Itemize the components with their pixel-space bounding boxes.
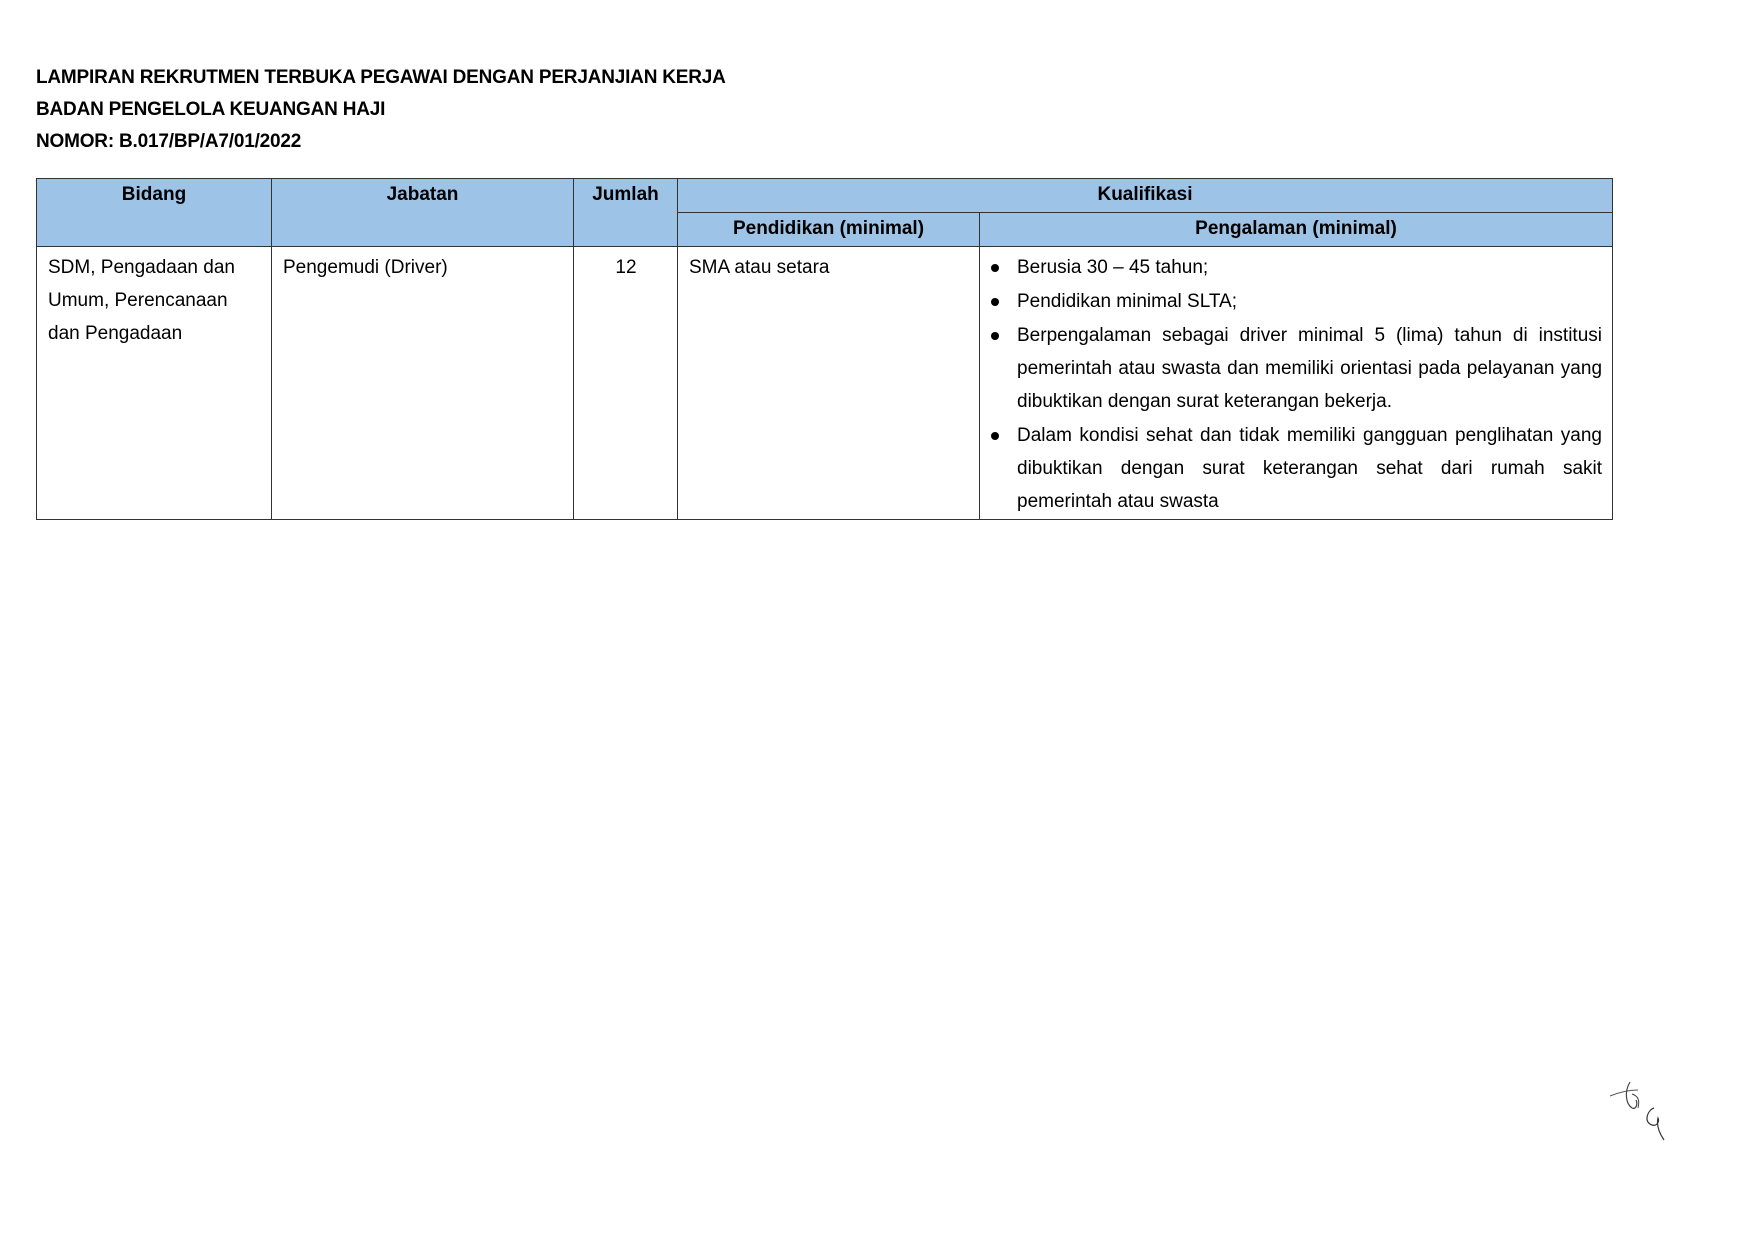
requirement-text: Pendidikan minimal SLTA; — [1017, 291, 1238, 312]
requirement-text: Berpengalaman sebagai driver minimal 5 (lima) tahun di institusi pemerintah atau swasta dan memiliki orientasi pada pelayanan yang dibuktikan dengan surat keterangan bekerja. — [1017, 325, 1603, 412]
header-title: LAMPIRAN REKRUTMEN TERBUKA PEGAWAI DENGAN PERJANJIAN KERJA — [36, 67, 726, 88]
requirement-text: Dalam kondisi sehat dan tidak memiliki gangguan penglihatan yang dibuktikan dengan surat keterangan sehat dari rumah sakit pemerintah atau swasta — [1017, 425, 1603, 512]
header-pendidikan: Pendidikan (minimal) — [678, 213, 980, 247]
list-item — [991, 419, 1602, 518]
table-row — [37, 247, 1613, 520]
table-header-row — [37, 179, 1613, 213]
header-pengalaman: Pengalaman (minimal) — [980, 213, 1613, 247]
cell-pengalaman — [980, 247, 1613, 520]
list-item — [991, 251, 1602, 284]
requirements-list — [991, 251, 1602, 518]
requirement-text: Berusia 30 – 45 tahun; — [1017, 257, 1209, 278]
bullet-icon — [991, 298, 999, 306]
cell-pendidikan: SMA atau setara — [678, 247, 980, 520]
signature-initials-icon — [1608, 1078, 1668, 1144]
bullet-icon — [991, 432, 999, 440]
recruitment-table — [36, 178, 1613, 520]
document-header — [36, 62, 726, 158]
header-jumlah: Jumlah — [574, 179, 678, 247]
list-item — [991, 285, 1602, 318]
header-organization: BADAN PENGELOLA KEUANGAN HAJI — [36, 99, 386, 120]
header-bidang: Bidang — [37, 179, 272, 247]
header-number: NOMOR: B.017/BP/A7/01/2022 — [36, 131, 302, 152]
bullet-icon — [991, 332, 999, 340]
cell-jabatan: Pengemudi (Driver) — [272, 247, 574, 520]
header-kualifikasi: Kualifikasi — [678, 179, 1613, 213]
bullet-icon — [991, 264, 999, 272]
cell-bidang: SDM, Pengadaan dan Umum, Perencanaan dan Pengadaan — [37, 247, 272, 520]
header-jabatan: Jabatan — [272, 179, 574, 247]
cell-jumlah: 12 — [574, 247, 678, 520]
list-item — [991, 319, 1602, 418]
